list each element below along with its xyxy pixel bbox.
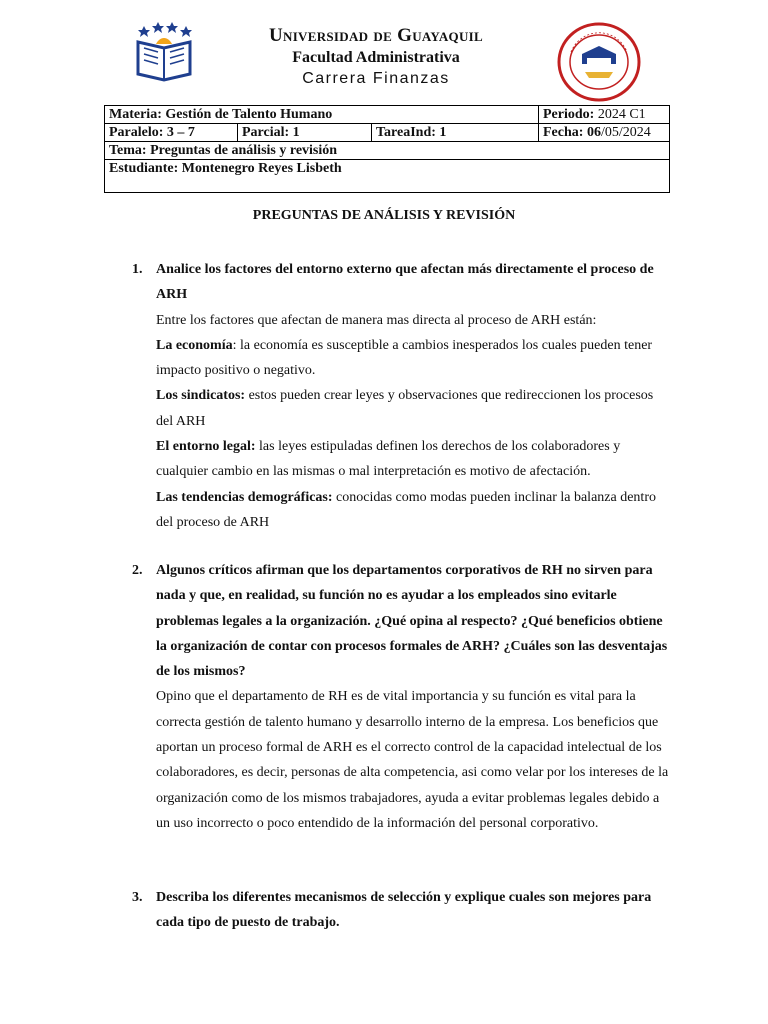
question-3 bbox=[132, 885, 672, 936]
header-titles bbox=[200, 24, 552, 90]
tarea-cell: TareaInd: 1 bbox=[372, 124, 539, 142]
fecha-cell: Fecha: 06/05/2024 bbox=[539, 124, 670, 142]
section-title: PREGUNTAS DE ANÁLISIS Y REVISIÓN bbox=[252, 208, 516, 223]
question-text: Algunos críticos afirman que los departamentos corporativos de RH no sirven para nada y que, en realidad, su función no es ayudar a los empleados sino evitarle problemas legales a la organización. ¿Qué opina al respecto? ¿Qué beneficios obtiene la organización de contar con procesos formales de ARH? ¿Cuáles son las desventajas de los mismos? bbox=[156, 563, 668, 680]
university-logo-left bbox=[134, 22, 194, 98]
answer-item: El entorno legal: las leyes estipuladas definen los derechos de los colaboradores y cualquier cambio en las mismas o mal interpretación es motivo de afectación. bbox=[156, 439, 621, 480]
question-1 bbox=[132, 257, 672, 535]
paralelo-cell: Paralelo: 3 – 7 bbox=[105, 124, 238, 142]
estudiante-cell: Estudiante: Montenegro Reyes Lisbeth bbox=[105, 160, 670, 193]
course-info-table bbox=[104, 105, 670, 193]
parcial-cell: Parcial: 1 bbox=[238, 124, 372, 142]
periodo-cell: Periodo: 2024 C1 bbox=[539, 106, 670, 124]
university-name: Universidad de Guayaquil bbox=[268, 25, 483, 46]
faculty-seal bbox=[557, 22, 641, 102]
answer-item: Las tendencias demográficas: conocidas como modas pueden inclinar la balanza dentro del proceso de ARH bbox=[156, 489, 656, 530]
answer-text: Opino que el departamento de RH es de vital importancia y su función es vital para la correcta gestión de talento humano y desarrollo interno de la empresa. Los beneficios que aportan un proceso formal de ARH es el correcto control de la capacidad intelectual de los colaboradores, es decir, personas de alta competencia, asi como velar por los intereses de la organización como de los mismos trabajadores, ayuda a evitar problemas legales debido a un uso incorrecto o poco entendido de la información del personal corporativo. bbox=[156, 689, 669, 831]
career-name: Carrera Finanzas bbox=[302, 70, 450, 87]
answer-intro: Entre los factores que afectan de manera mas directa al proceso de ARH están: bbox=[156, 312, 597, 328]
materia-cell: Materia: Gestión de Talento Humano bbox=[105, 106, 539, 124]
question-number: 1. bbox=[132, 262, 143, 277]
tema-cell: Tema: Preguntas de análisis y revisión bbox=[105, 142, 670, 160]
question-text: Analice los factores del entorno externo que afectan más directamente el proceso de ARH bbox=[156, 262, 654, 303]
faculty-name: Facultad Administrativa bbox=[292, 49, 460, 66]
answer-item: La economía: la economía es susceptible a cambios inesperados los cuales pueden tener impacto positivo o negativo. bbox=[156, 337, 653, 379]
question-number: 2. bbox=[132, 563, 143, 578]
question-2 bbox=[132, 558, 672, 836]
document-header bbox=[0, 18, 768, 98]
question-text: Describa los diferentes mecanismos de selección y explique cuales son mejores para cada tipo de puesto de trabajo. bbox=[156, 890, 652, 931]
question-number: 3. bbox=[132, 890, 143, 905]
answer-item: Los sindicatos: estos pueden crear leyes y observaciones que redireccionen los procesos del ARH bbox=[156, 388, 654, 429]
